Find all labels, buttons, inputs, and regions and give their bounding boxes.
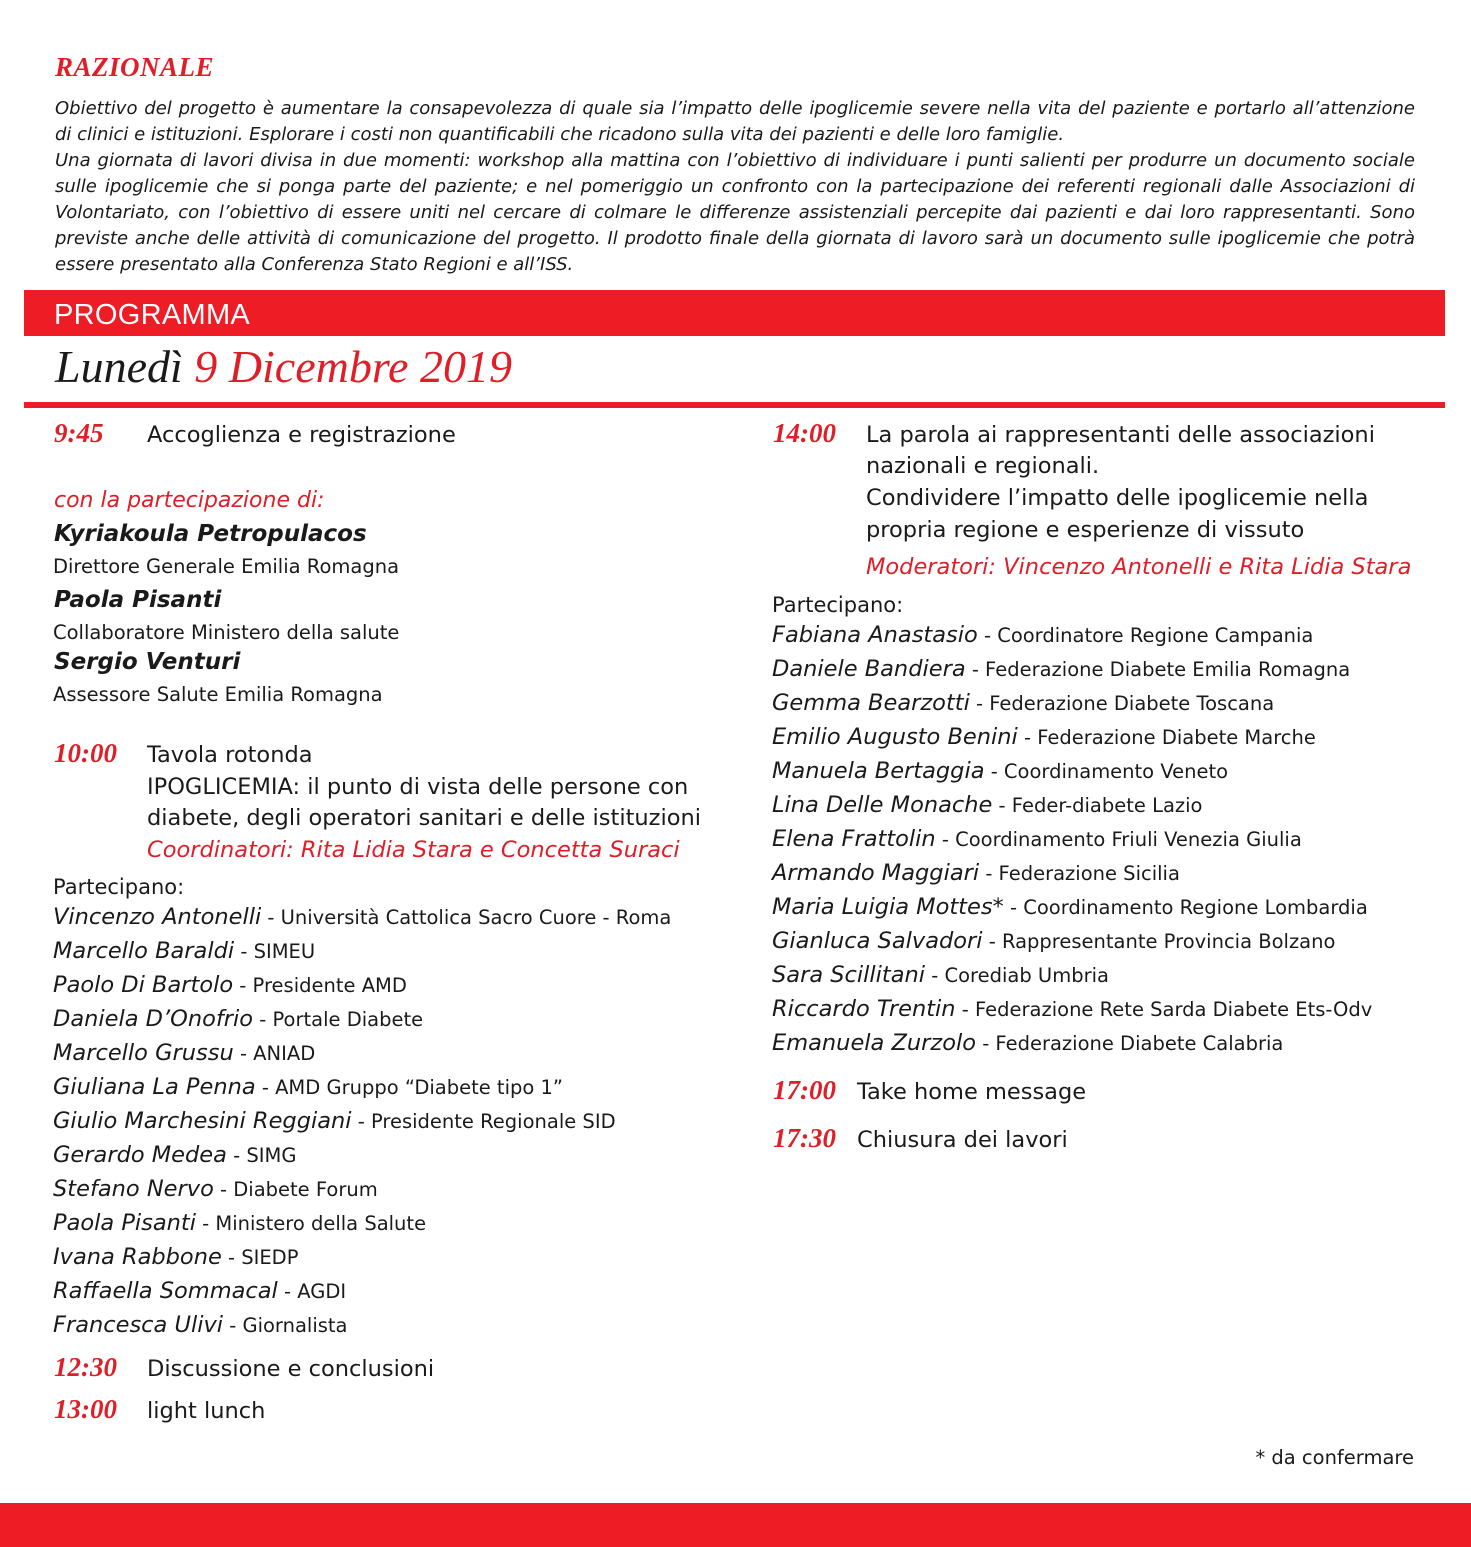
with-participation-label: con la partecipazione di: bbox=[54, 488, 325, 513]
session-associations-line1: La parola ai rappresentanti delle associazioni bbox=[866, 422, 1375, 448]
session-associations-line4: propria regione e esperienze di vissuto bbox=[866, 517, 1305, 543]
time-0945: 9:45 bbox=[54, 418, 104, 448]
programma-label: PROGRAMMA bbox=[54, 299, 251, 331]
guest-role-1: Direttore Generale Emilia Romagna bbox=[53, 555, 400, 578]
list-item: Raffaella Sommacal - AGDI bbox=[53, 1278, 347, 1304]
list-item: Paolo Di Bartolo - Presidente AMD bbox=[53, 972, 407, 998]
razionale-body bbox=[55, 96, 1415, 278]
participants-label-left: Partecipano: bbox=[53, 875, 185, 899]
list-item: Marcello Grussu - ANIAD bbox=[53, 1040, 316, 1066]
list-item: Gemma Bearzotti - Federazione Diabete Toscana bbox=[772, 690, 1275, 716]
session-registration: Accoglienza e registrazione bbox=[147, 422, 456, 448]
list-item: Maria Luigia Mottes* - Coordinamento Regione Lombardia bbox=[772, 894, 1368, 920]
list-item: Gerardo Medea - SIMG bbox=[53, 1142, 297, 1168]
list-item: Fabiana Anastasio - Coordinatore Regione Campania bbox=[772, 622, 1314, 648]
participants-list-right bbox=[772, 622, 1372, 1064]
coordinators: Coordinatori: Rita Lidia Stara e Concetta Suraci bbox=[147, 837, 680, 863]
session-take-home: Take home message bbox=[857, 1079, 1087, 1105]
footnote: * da confermare bbox=[1255, 1446, 1414, 1469]
razionale-paragraph-1: Obiettivo del progetto è aumentare la consapevolezza di quale sia l’impatto delle ipoglicemie severe nella vita del paziente e portarlo all’attenzione di clinici e istituzioni. Esplorare i costi non quantificabili che ricadono sulla vita dei pazienti e delle loro famiglie. bbox=[55, 98, 1415, 145]
list-item: Francesca Ulivi - Giornalista bbox=[53, 1312, 348, 1338]
list-item: Gianluca Salvadori - Rappresentante Provincia Bolzano bbox=[772, 928, 1336, 954]
list-item: Daniela D’Onofrio - Portale Diabete bbox=[53, 1006, 424, 1032]
list-item: Manuela Bertaggia - Coordinamento Veneto bbox=[772, 758, 1229, 784]
time-1000: 10:00 bbox=[54, 738, 117, 768]
session-associations-line3: Condividere l’impatto delle ipoglicemie nella bbox=[866, 485, 1369, 511]
moderators: Moderatori: Vincenzo Antonelli e Rita Lidia Stara bbox=[866, 554, 1412, 580]
session-round-table-line3: diabete, degli operatori sanitari e delle istituzioni bbox=[147, 805, 702, 831]
time-1400: 14:00 bbox=[773, 418, 836, 448]
guest-role-3: Assessore Salute Emilia Romagna bbox=[53, 683, 383, 706]
list-item: Giulio Marchesini Reggiani - Presidente Regionale SID bbox=[53, 1108, 616, 1134]
time-1230: 12:30 bbox=[54, 1352, 117, 1382]
list-item: Marcello Baraldi - SIMEU bbox=[53, 938, 316, 964]
time-1300: 13:00 bbox=[54, 1394, 117, 1424]
time-1700: 17:00 bbox=[773, 1075, 836, 1105]
session-associations-line2: nazionali e regionali. bbox=[866, 453, 1100, 479]
list-item: Emanuela Zurzolo - Federazione Diabete Calabria bbox=[772, 1030, 1284, 1056]
participants-list-left bbox=[53, 904, 671, 1346]
guest-name-1: Kyriakoula Petropulacos bbox=[54, 521, 367, 547]
list-item: Giuliana La Penna - AMD Gruppo “Diabete tipo 1” bbox=[53, 1074, 564, 1100]
list-item: Stefano Nervo - Diabete Forum bbox=[53, 1176, 378, 1202]
participants-label-right: Partecipano: bbox=[772, 593, 904, 617]
guest-role-2: Collaboratore Ministero della salute bbox=[53, 621, 400, 644]
date-heading bbox=[55, 340, 512, 393]
date-day: Lunedì bbox=[55, 341, 183, 392]
bottom-banner bbox=[0, 1503, 1471, 1547]
guest-name-3: Sergio Venturi bbox=[54, 649, 241, 675]
razionale-heading: RAZIONALE bbox=[55, 52, 215, 82]
session-lunch: light lunch bbox=[147, 1398, 266, 1424]
list-item: Vincenzo Antonelli - Università Cattolica Sacro Cuore - Roma bbox=[53, 904, 672, 930]
list-item: Daniele Bandiera - Federazione Diabete Emilia Romagna bbox=[772, 656, 1351, 682]
time-1730: 17:30 bbox=[773, 1123, 836, 1153]
session-discussion: Discussione e conclusioni bbox=[147, 1356, 435, 1382]
session-round-table-line2: IPOGLICEMIA: il punto di vista delle persone con bbox=[147, 774, 689, 800]
list-item: Lina Delle Monache - Feder-diabete Lazio bbox=[772, 792, 1203, 818]
list-item: Armando Maggiari - Federazione Sicilia bbox=[772, 860, 1180, 886]
date-divider bbox=[24, 402, 1445, 408]
date-value: 9 Dicembre 2019 bbox=[194, 341, 512, 392]
list-item: Paola Pisanti - Ministero della Salute bbox=[53, 1210, 427, 1236]
session-closing: Chiusura dei lavori bbox=[857, 1127, 1068, 1153]
list-item: Riccardo Trentin - Federazione Rete Sarda Diabete Ets-Odv bbox=[772, 996, 1373, 1022]
session-round-table-title: Tavola rotonda bbox=[147, 742, 313, 768]
programma-banner bbox=[24, 290, 1445, 336]
guest-name-2: Paola Pisanti bbox=[54, 587, 222, 613]
list-item: Sara Scillitani - Corediab Umbria bbox=[772, 962, 1109, 988]
list-item: Emilio Augusto Benini - Federazione Diabete Marche bbox=[772, 724, 1316, 750]
razionale-paragraph-2: Una giornata di lavori divisa in due momenti: workshop alla mattina con l’obiettivo di individuare i punti salienti per produrre un documento sociale sulle ipoglicemie che si ponga parte del paziente; e nel pomeriggio un confronto con la partecipazione dei referenti regionali dalle Associazioni di Volontariato, con l’obiettivo di essere uniti nel cercare di colmare le differenze assistenziali percepite dai pazienti e dai loro rappresentanti. Sono previste anche delle attività di comunicazione del progetto. Il prodotto finale della giornata di lavoro sarà un documento sulle ipoglicemie che potrà essere presentato alla Conferenza Stato Regioni e all’ISS. bbox=[55, 150, 1415, 275]
list-item: Elena Frattolin - Coordinamento Friuli Venezia Giulia bbox=[772, 826, 1302, 852]
list-item: Ivana Rabbone - SIEDP bbox=[53, 1244, 299, 1270]
